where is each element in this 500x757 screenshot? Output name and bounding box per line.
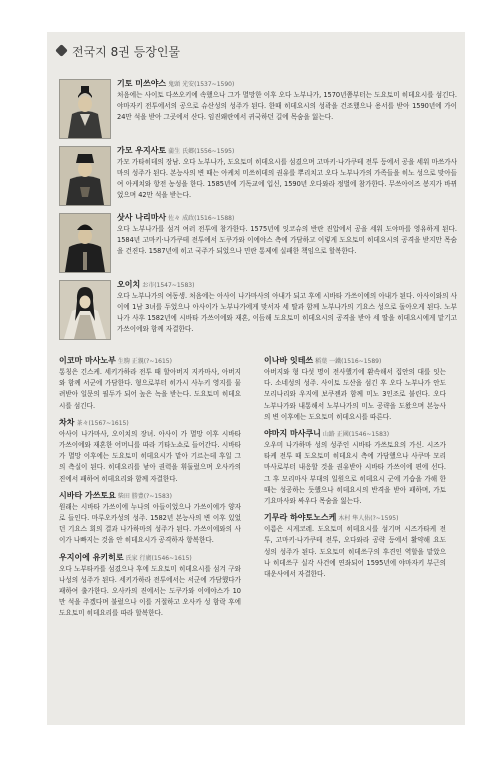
portrait-image (59, 79, 111, 139)
character-name: 기무라 하야토노스케 木村 隼人佑(?~1595) (264, 513, 399, 523)
character-name: 차차 茶々(1567~1615) (59, 417, 129, 427)
character-description: 가모 가타히데의 장남. 오다 노부나가, 도요토미 히데요시를 섬겼으며 고마키·나가쿠테 전투 등에서 공을 세워 마쓰가사마의 성주가 된다. 본능사의 변 때는 아케치 미쓰히데의 권유를 뿌리치고 오다 노부나가의 가족들을 히노 성으로 맞아들여 아케치와 항전 농성을 한다. 1585년에 기독교에 입신, 1590년 오다와라 정벌에 참가한다. 무쓰아이즈 봉지가 바뀌었으며 42만 석을 받는다. (117, 158, 457, 199)
featured-character-4 (59, 280, 457, 340)
page-panel (47, 32, 465, 725)
section-title (57, 43, 180, 60)
character-description: 오우미 나가하마 성의 성주인 시바타 가쓰토요의 가신. 시즈가타케 전투 때 도요토미 히데요시 측에 가담했으나 사쿠마 모리마사로부터 내응할 것을 권유받아 시바타 가쓰이에 편에 선다. 그 후 모리마사 부대의 일원으로 히데요시 군에 기습을 가해 한때는 성공하는 듯했으나 히데요시의 반격을 받아 패하며, 가토 기요마사와 싸우다 목숨을 잃는다. (264, 441, 446, 506)
character-description: 아버지와 형 다섯 명이 전사했기에 환속해서 집안의 대를 잇는다. 소네성의 성주. 사이토 도산을 섬긴 후 오다 노부나가 안도 모리나리와 우지에 보쿠젠과 함께 미노 3인조로 불린다. 오다 노부나가와 내통해서 노부나가의 미노 공략을 도왔으며 본능사의 변 이후에는 도요토미 히데요시를 따른다. (264, 368, 446, 421)
character-name: 시바타 가쓰토요 柴田 勝豊(?~1583) (59, 490, 172, 500)
character-description: 오다 노부나가의 여동생. 처음에는 아사이 나가마사의 아내가 되고 후에 시바타 가쓰이에의 아내가 된다. 아사이와의 사이에 1남 3녀를 두었으나 아사이가 노부나가에게 맞서자 세 딸과 함께 노부나가의 기요스 성으로 돌아오게 된다. 노부나가 사후 1582년에 시바타 가쓰이에와 재혼, 이듬해 도요토미 히데요시의 공격을 받아 세 딸을 히데요시에게 맡기고 가쓰이에와 함께 자결한다. (117, 292, 457, 333)
portrait-image (59, 213, 111, 273)
section-title-text: 전국지 8권 등장인물 (72, 45, 181, 59)
featured-character-2 (59, 146, 457, 206)
character-description: 통칭은 긴스케. 세키가하라 전투 때 할아버지 지카마사, 아버지와 함께 서군에 가담한다. 형으로부터 히가시 사누키 영지를 물려받아 일문의 필두가 되어 높은 녹을 받는다. 도요토미 히데요시를 섬긴다. (59, 368, 241, 410)
character-entry (59, 490, 241, 547)
featured-character-1 (59, 79, 457, 139)
character-description: 오다 노부나가를 섬겨 여러 전투에 참가한다. 1575년에 잇코슈의 반란 진압에서 공을 세워 도야마를 영유하게 된다. 1584년 고마키·나가쿠테 전투에서 도쿠가와 이에야스 측에 가담하고 이렇게 도요토미 히데요시의 공격을 받지만 목숨을 건진다. 1587년에 히고 국주가 되었으나 민란 통제에 실패한 책임으로 할복한다. (117, 225, 457, 255)
character-name: 기토 미쓰야스 鬼頭 光安(1537~1590) (117, 79, 235, 88)
character-entry (59, 552, 241, 620)
character-description: 아사이 나가마사, 오이치의 장녀. 아사이 가 멸망 이후 시바타 가쓰이에와 재혼한 어머니를 따라 기타노쇼로 들어간다. 시바타 가 멸망 이후에는 도요토미 히데요시가 맡아 기르는데 후일 그의 측실이 된다. 히데요리를 낳아 권력을 휘둘렀으며 오사카의 진에서 패하여 히데요리와 함께 자결한다. (59, 429, 241, 483)
character-entry (264, 428, 446, 507)
portrait-image (59, 146, 111, 206)
character-name: 가모 우지사토 蒲生 氏郷(1556~1595) (117, 146, 235, 155)
portrait-image (59, 280, 111, 340)
right-column (264, 355, 446, 585)
character-entry (264, 512, 446, 580)
featured-character-3 (59, 213, 457, 273)
character-entry (264, 355, 446, 423)
character-name: 이코마 마사노부 生駒 正親(?~1615) (59, 356, 172, 365)
character-entry (59, 355, 241, 412)
character-name: 삿사 나리마사 佐々 成政(1516~1588) (117, 213, 235, 222)
character-name: 이나바 잇테쓰 稻葉 一鐵(1516~1589) (264, 356, 382, 365)
character-name: 야마지 마사쿠니 山路 正國(1546~1583) (264, 429, 390, 439)
diamond-bullet-icon (55, 44, 68, 57)
character-entry (59, 417, 241, 485)
character-description: 원래는 시바타 가쓰이에 누나의 아들이었으나 가쓰이에가 양자로 들인다. 마루오카성의 성주. 1582년 본능사의 변 이후 있었던 기요스 회의 결과 나가하마의 성주가 된다. 가쓰이에와의 사이가 나빠지는 것을 안 히데요시가 공격하자 항복한다. (59, 502, 241, 545)
left-column (59, 355, 241, 625)
character-description: 이름은 시게코레. 도요토미 히데요시를 섬기며 시즈가타케 전투, 고마키·나가쿠테 전투, 오다와라 공략 등에서 활약해 요도 성의 성주가 된다. 도요토미 히데쓰구의 후견인 역할을 맡았으나 히데쓰구 실각 사건에 연좌되어 1595년에 야마자키 부근의 대운사에서 자결한다. (264, 525, 446, 579)
character-description: 처음에는 사이토 다쓰오키에 속했으나 그가 멸망한 이후 오다 노부나가, 1570년쯤부터는 도요토미 히데요시를 섬긴다. 야마자키 전투에서의 공으로 슈산성의 성주가 된다. 한때 히데요시의 성곽을 건조했으나 용서를 받아 1590년에 가이 24만 석을 받아 그곳에서 산다. 임진왜란에서 귀국하던 길에 목숨을 잃는다. (117, 91, 457, 121)
character-name: 우지이에 유키히로 氏家 行廣(1546~1615) (59, 552, 192, 562)
character-name: 오이치 お市(1547~1583) (117, 280, 195, 289)
character-description: 오다 노부타카를 섬겼으나 후에 도요토미 히데요시를 섬겨 구와나성의 성주가 된다. 세키가하라 전투에서는 서군에 가담했다가 패하여 출가한다. 오사카의 진에서는 도쿠가와 이에야스가 10만 석을 주겠다며 불렀으나 이를 거절하고 오사카 성 함락 후에 도요토미 히데요리를 따라 할복한다. (59, 564, 241, 618)
